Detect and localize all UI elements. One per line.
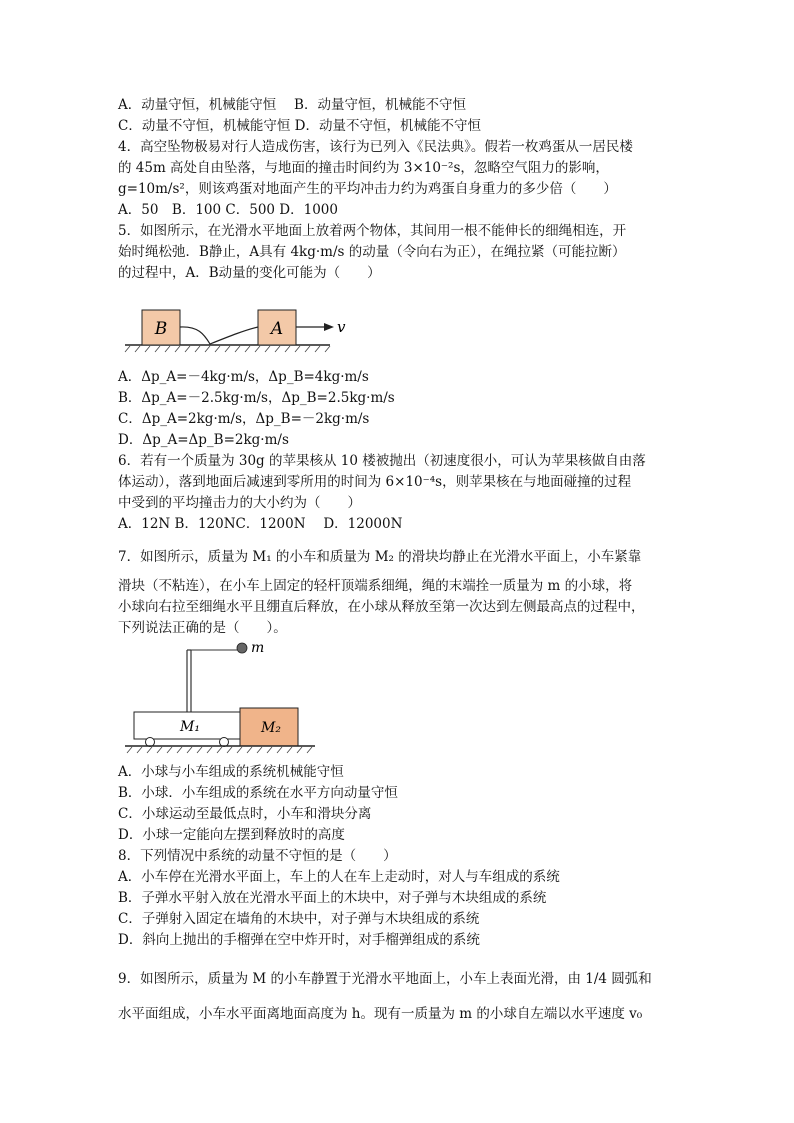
- q5-stem-3: 的过程中，A．B动量的变化可能为（ ）: [118, 265, 381, 281]
- label-b: B: [154, 319, 168, 339]
- ball: [237, 643, 247, 653]
- q7-figure: [120, 636, 320, 756]
- q8-stem: 8．下列情况中系统的动量不守恒的是（ ）: [118, 848, 397, 864]
- q7-stem-3: 小球向右拉至细绳水平且绷直后释放，在小球从释放至第一次达到左侧最高点的过程中，: [118, 599, 645, 615]
- q9-stem-2: 水平面组成，小车水平面离地面高度为 h。现有一质量为 m 的小球自左端以水平速度 v₀: [118, 1006, 643, 1022]
- q9-stem-1: 9．如图所示，质量为 M 的小车静置于光滑水平地面上，小车上表面光滑，由 1/4 圆弧和: [118, 971, 652, 987]
- q5-figure: [120, 300, 346, 356]
- wheel-right: [220, 738, 229, 747]
- q7-stem-1: 7．如图所示，质量为 M₁ 的小车和质量为 M₂ 的滑块均静止在光滑水平面上，小车紧靠: [118, 549, 642, 565]
- q4-stem-1: 4．高空坠物极易对行人造成伤害，该行为已列入《民法典》。假若一枚鸡蛋从一居民楼: [118, 139, 633, 155]
- q7-option-d: D．小球一定能向左摆到释放时的高度: [118, 827, 345, 843]
- q3-options-cd: C．动量不守恒，机械能守恒 D．动量不守恒，机械能不守恒: [118, 118, 481, 134]
- label-a: A: [270, 319, 284, 339]
- q4-stem-2: 的 45m 高处自由坠落，与地面的撞击时间约为 3×10⁻²s，忽略空气阻力的影响，: [118, 160, 609, 176]
- q7-option-a: A．小球与小车组成的系统机械能守恒: [118, 764, 344, 780]
- q6-stem-1: 6．若有一个质量为 30g 的苹果核从 10 楼被抛出（初速度很小，可认为苹果核做自由落: [118, 453, 646, 469]
- q8-option-b: B．子弹水平射入放在光滑水平面上的木块中，对子弹与木块组成的系统: [118, 890, 547, 906]
- velocity-arrow-head: [324, 323, 334, 331]
- q5-option-d: D．Δp_A=Δp_B=2kg·m/s: [118, 432, 289, 448]
- q5-option-a: A．Δp_A=－4kg·m/s，Δp_B=4kg·m/s: [118, 369, 369, 385]
- q7-stem-4: 下列说法正确的是（ ）。: [118, 620, 287, 636]
- q7-option-c: C．小球运动至最低点时，小车和滑块分离: [118, 806, 372, 822]
- label-v: v: [337, 318, 346, 336]
- q4-stem-3: g=10m/s²，则该鸡蛋对地面产生的平均冲击力约为鸡蛋自身重力的多少倍（ ）: [118, 181, 617, 197]
- q6-stem-3: 中受到的平均撞击力的大小约为（ ）: [118, 495, 361, 511]
- q7-stem-2: 滑块（不粘连），在小车上固定的轻杆顶端系细绳，绳的末端拴一质量为 m 的小球，将: [118, 578, 633, 594]
- q8-option-c: C．子弹射入固定在墙角的木块中，对子弹与木块组成的系统: [118, 911, 480, 927]
- q3-options-ab: A．动量守恒，机械能守恒 B．动量守恒，机械能不守恒: [118, 97, 466, 113]
- label-m2: M₂: [261, 720, 281, 736]
- q5-stem-1: 5．如图所示，在光滑水平地面上放着两个物体，其间用一根不能伸长的细绳相连，开: [118, 223, 627, 239]
- wheel-left: [146, 738, 155, 747]
- label-m: m: [251, 640, 265, 656]
- q5-stem-2: 始时绳松弛．B静止，A具有 4kg·m/s 的动量（令向右为正），在绳拉紧（可能拉断）: [118, 244, 626, 260]
- q6-stem-2: 体运动），落到地面后减速到零所用的时间为 6×10⁻⁴s，则苹果核在与地面碰撞的过程: [118, 474, 632, 490]
- label-m1: M₁: [180, 719, 200, 735]
- ground-hatching: [127, 747, 312, 753]
- q6-options: A．12N B．120NC．1200N D．12000N: [118, 516, 403, 532]
- q4-options: A．50 B．100 C．500 D．1000: [118, 202, 338, 218]
- q5-option-b: B．Δp_A=－2.5kg·m/s，Δp_B=2.5kg·m/s: [118, 390, 395, 406]
- q5-option-c: C．Δp_A=2kg·m/s，Δp_B=－2kg·m/s: [118, 411, 370, 427]
- ground-hatching: [125, 346, 330, 352]
- q7-option-b: B．小球．小车组成的系统在水平方向动量守恒: [118, 785, 398, 801]
- rope: [180, 327, 258, 344]
- q8-option-d: D．斜向上抛出的手榴弹在空中炸开时，对手榴弹组成的系统: [118, 932, 480, 948]
- q8-option-a: A．小车停在光滑水平面上，车上的人在车上走动时，对人与车组成的系统: [118, 869, 560, 885]
